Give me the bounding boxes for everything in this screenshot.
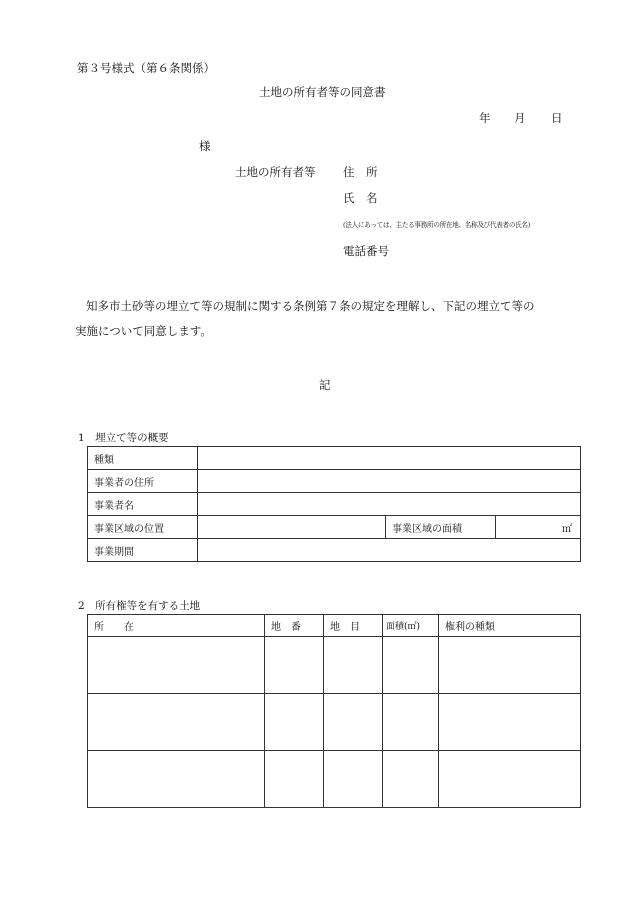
date-day: 日 [551,111,563,125]
lot-number-cell[interactable] [265,637,324,694]
col-header-lot-number: 地 番 [265,615,324,637]
location-cell[interactable] [88,694,265,751]
corporation-note: (法人にあっては、主たる事務所の所在地、名称及び代表者の氏名) [343,221,530,229]
body-text-line2: 実施について同意します。 [75,324,212,338]
land-table [87,614,581,808]
operator-name-value-cell[interactable] [198,493,581,516]
table-row [88,694,581,751]
table-row [88,751,581,808]
period-value-cell[interactable] [198,539,581,562]
summary-table [87,446,581,562]
form-number: 第３号様式（第６条関係） [77,61,215,75]
col-header-land-category: 地 目 [324,615,383,637]
phone-label: 電話番号 [343,244,389,258]
section2-heading: 2 所有権等を有する土地 [78,600,201,612]
lot-number-cell[interactable] [265,751,324,808]
ki-heading: 記 [319,378,331,392]
owner-label: 土地の所有者等 [235,165,316,179]
section1-heading: 1 埋立て等の概要 [78,432,169,444]
land-category-cell[interactable] [324,694,383,751]
name-label: 氏 名 [343,191,378,205]
area-cell[interactable] [383,751,439,808]
location-cell[interactable] [88,751,265,808]
rights-type-cell[interactable] [439,637,581,694]
land-category-cell[interactable] [324,751,383,808]
document-title: 土地の所有者等の同意書 [259,85,386,99]
row-label-operator-name: 事業者名 [88,493,198,516]
rights-type-cell[interactable] [439,751,581,808]
rights-type-cell[interactable] [439,694,581,751]
row-label-area-location: 事業区域の位置 [88,516,198,539]
col-header-location: 所 在 [88,615,265,637]
row-label-operator-address: 事業者の住所 [88,470,198,493]
body-text-line1: 知多市土砂等の埋立て等の規制に関する条例第７条の規定を理解し、下記の埋立て等の [86,299,535,313]
location-cell[interactable] [88,637,265,694]
col-header-area: 面積(㎡) [383,615,439,637]
area-size-value-cell[interactable] [496,516,581,539]
area-cell[interactable] [383,637,439,694]
lot-number-cell[interactable] [265,694,324,751]
type-value-cell[interactable] [198,447,581,470]
col-header-rights-type: 権利の種類 [439,615,581,637]
area-location-value-cell[interactable] [198,516,386,539]
land-category-cell[interactable] [324,637,383,694]
row-label-type: 種類 [88,447,198,470]
date-year: 年 [479,111,491,125]
table-row [88,637,581,694]
area-cell[interactable] [383,694,439,751]
operator-address-value-cell[interactable] [198,470,581,493]
addressee-suffix: 様 [199,139,211,153]
area-unit: ㎡ [562,523,572,535]
row-label-period: 事業期間 [88,539,198,562]
address-label: 住 所 [343,165,378,179]
row-label-area-size: 事業区域の面積 [386,516,496,539]
date-month: 月 [514,111,526,125]
